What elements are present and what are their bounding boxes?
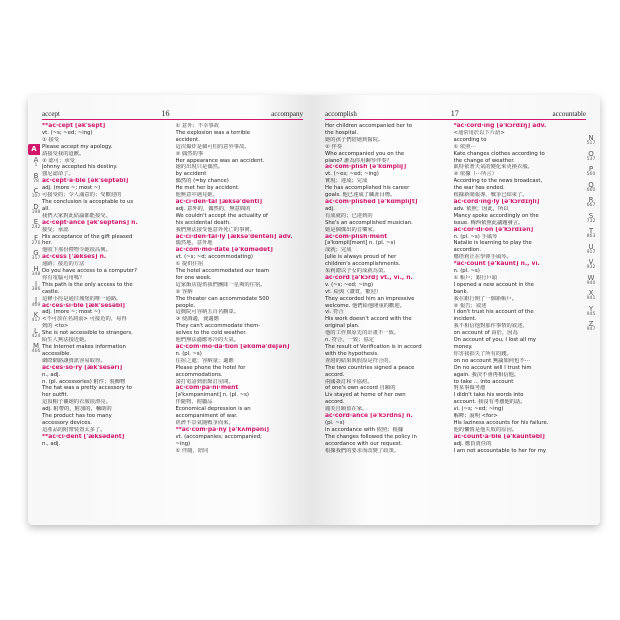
translation-line: 這產品的附帶裝置太多了。 [42, 426, 106, 433]
entry-line: The conclusion is acceptable to us [42, 198, 134, 205]
thumb-index-page: 242 [31, 225, 41, 230]
translation-line: ② 偶然的事 [175, 150, 204, 157]
translation-line: 他們無法適應寒冷的天氣。 [175, 337, 240, 344]
entry-line: She's an accomplished musician. [325, 219, 413, 226]
thumb-index-entry[interactable] [583, 166, 599, 178]
entry-line: We couldn't accept the actuality of [175, 212, 268, 219]
translation-line: 可接受的；令人滿意的；受歡迎的 [42, 192, 122, 199]
translation-line: 這家飯店提供我們團隊一星期的住宿。 [175, 281, 266, 288]
entry-line: vt. (~es; ~ed; ~ing) [325, 171, 379, 178]
entry-line: The theater can accommodate 500 [175, 295, 269, 302]
entry-line: I opened a new account in the [453, 281, 534, 288]
translation-line: ② 報告；敘述 [453, 302, 487, 309]
thumb-index-letter: Q [588, 180, 594, 189]
translation-line: vi. 符合 [325, 309, 344, 316]
thumb-index-entry[interactable] [583, 228, 599, 240]
thumb-index-page: 863 [586, 234, 596, 239]
entry-line: accordion. [453, 247, 482, 254]
thumb-index-letter: X [588, 289, 594, 297]
translation-line: 實現；達成；完成 [325, 178, 368, 185]
headword: ac·ces·so·ry [æk'sesəri] [42, 364, 123, 371]
entry-line: of one's own accord 自願的 [325, 385, 396, 392]
translation-line: n. 符合，一致；協定 [325, 337, 375, 344]
entry-line: account. 我沒有考慮他的話。 [453, 399, 526, 406]
translation-line: 我們無法接受他意外死亡的事實。 [175, 226, 255, 233]
headword: **ac·cept [ək'sept] [42, 123, 106, 129]
translation-line: 成就；完成 [325, 247, 352, 254]
translation-line: 請接受我的道歉。 [42, 150, 85, 157]
entry-line: The explosion was a terrible [175, 129, 251, 136]
headword: ac·ces·si·ble [æk'sesəbl] [42, 302, 126, 309]
thumb-index-page: 945 [586, 311, 596, 317]
translation-line: 她的孩子們陪她到醫院。 [325, 136, 384, 143]
entry-line: The product has too many [42, 413, 112, 420]
thumb-index-letter: O [588, 149, 594, 158]
right-running-head [325, 109, 586, 120]
entry-line: Her appearance was an accident. [175, 157, 265, 164]
thumb-index-letter: C [33, 187, 39, 195]
entry-line: I didn't take his words into [453, 392, 524, 399]
right-column-2 [454, 123, 577, 455]
left-column-1 [42, 123, 170, 455]
entry-line: the war has ended. [453, 185, 505, 192]
thumb-index-page: 386 [31, 287, 41, 292]
thumb-index-page: 732 [586, 218, 596, 224]
thumb-index-page: 348 [31, 271, 41, 277]
entry-line: adv. 依照；因此，所以 [453, 205, 509, 212]
thumb-index-letter: M [32, 342, 40, 350]
entry-line: adj. (more ~; most ~) [42, 309, 101, 316]
thumb-index-page: 940 [586, 280, 596, 286]
entry-line: again. 我決不會再相信他。 [453, 371, 520, 378]
thumb-index-entry[interactable] [28, 343, 44, 355]
translation-line: <通常用於以下片語> [453, 129, 505, 136]
thumb-index-letter: B [33, 171, 39, 180]
guide-word-first: accept [42, 110, 60, 118]
entry-line: accompaniment of war. [175, 413, 238, 420]
thumb-index-letter: Y [588, 304, 594, 313]
entry-line: [ə'kʌmpənimənt] n. (pl. ~s) [175, 392, 249, 399]
translation-line: 有成就的；已達到的 [325, 212, 373, 219]
headword: ac·com·plished [ə'kɑmpliʃt] [325, 198, 418, 205]
entry-line: Liv stayed at home of her own [325, 392, 406, 399]
thumb-index-entry[interactable] [583, 290, 599, 302]
thumb-index-page: 107 [31, 194, 41, 199]
entry-line: 偶然的 (=by chance) [175, 178, 229, 185]
entry-line: Julie is always proud of her [325, 254, 397, 261]
headword: **ac·com·pa·ny [ə'kʌmpəni] [175, 426, 270, 433]
thumb-index-letter: S [588, 211, 594, 220]
entry-line: Kate changes clothes according to [453, 150, 545, 157]
translation-line: <不可放在名詞前> 可接近的，易得 [42, 316, 127, 323]
entry-line: ~ing) [175, 440, 191, 447]
translation-line: ① 依照⋯ [453, 143, 476, 150]
entry-line: On no account will I trust him [453, 364, 532, 371]
thumb-index-letter: J [34, 295, 38, 304]
entry-line: accord. [325, 399, 345, 406]
translation-line: 伴隨物，附屬品 [175, 399, 213, 406]
entry-line: issue. 梅西依照此議題發言。 [453, 219, 524, 226]
thumb-index-letter: A [33, 156, 39, 164]
entry-line: incident. [453, 316, 477, 323]
entry-line: Mancy spoke accordingly on the [453, 212, 539, 219]
thumb-index-page: 276 [31, 240, 41, 246]
thumb-index-letter: T [588, 227, 594, 235]
headword: ac·com·mo·date [ə'kɑmədet] [175, 247, 273, 254]
translation-line: 你害我損失了所有的錢。 [453, 350, 512, 357]
translation-line: 通路；接近的方法 [42, 261, 85, 268]
entry-line: His work doesn't accord with the [325, 316, 412, 323]
thumb-index-entry[interactable] [583, 182, 599, 194]
headword: ac·cept·ance [ək'septəns] n. [42, 219, 138, 226]
thumb-index-entry[interactable] [28, 312, 44, 324]
headword: *ac·count [ə'kaunt] n., vi. [453, 261, 540, 268]
translation-line: 這次爆炸是個可怕的意外事故。 [175, 143, 250, 150]
thumb-index-letter: F [33, 233, 39, 242]
entry-line: I don't trust his account of the [453, 309, 534, 316]
entry-line: money. [453, 344, 473, 350]
translation-line: ① 伴隨，陪同 [175, 447, 209, 454]
thumb-index-page: 198 [31, 209, 41, 215]
entry-line: adj. 意外的，偶然的，無意間的 [175, 205, 251, 212]
entry-line: accident. [175, 136, 200, 143]
entry-line: vt. (~s; ~ed; ~ing) [42, 129, 93, 136]
entry-line: The Internet makes information [42, 344, 126, 350]
thumb-index-entry[interactable] [28, 297, 44, 309]
entry-line: on account of 由於，因為 [453, 330, 518, 337]
translation-line: 根據我們的要求而改變了政策。 [325, 447, 400, 454]
entry-line: Johnny accepted his destiny. [42, 164, 118, 171]
headword: ac·cord·ing·ly [ə'kɔrdɪŋli] [453, 198, 540, 205]
thumb-index-entry[interactable] [583, 151, 599, 163]
headword: ac·com·plish [ə'kɑmpliʃ] [325, 164, 407, 171]
translation-line: 兩國簽訂和平協約。 [325, 378, 373, 385]
guide-word-last: accountable [552, 110, 586, 118]
translation-line: 經濟不景氣隨戰爭而來。 [175, 419, 234, 426]
entry-line: his accidental death. [175, 219, 231, 226]
thumb-index-letter: R [588, 196, 594, 204]
thumb-index-page: 917 [586, 249, 596, 255]
translation-line: 根據新聞報導，戰爭已結束了。 [453, 192, 528, 199]
thumb-index-page: 1 [34, 163, 38, 168]
entry-line: [ə'kɑmpliʃmənt] n. (pl. ~s) [325, 240, 396, 247]
thumb-index-entry[interactable] [28, 281, 44, 293]
entry-line: goals. 他已達成了職涯目標。 [325, 192, 396, 199]
thumb-index-letter: W [587, 273, 595, 282]
translation-line: 他的懶惰是他失敗的原因。 [453, 426, 518, 433]
translation-line: 網際網路讓資訊容易取得。 [42, 357, 106, 364]
entry-line: accessory devices. [42, 419, 92, 426]
entry-line: His laziness accounts for his failure. [453, 419, 549, 426]
entry-line: Please accept my apology. [42, 143, 113, 150]
thumb-index-letter: L [34, 326, 38, 335]
thumb-index-entry[interactable] [583, 321, 599, 333]
entry-line: The changes followed the policy in [325, 433, 417, 440]
headword: ac·cor·di·on [ə'kɔrdɪən] [453, 226, 534, 233]
translation-line: 麗芙自願留在家。 [325, 406, 368, 413]
entry-line: They can't accommodate them- [175, 323, 261, 330]
entry-line: adj. (more ~; most ~) [42, 185, 101, 192]
entry-line: accessible. [42, 350, 72, 357]
thumb-index-entry[interactable] [583, 244, 599, 256]
translation-line: 到的 <to> [42, 323, 69, 330]
thumb-index-entry[interactable] [28, 157, 44, 169]
translation-line: 茱莉總以子女的成就為榮。 [325, 268, 389, 275]
thumb-index-entry[interactable] [28, 328, 44, 340]
entry-line: 解釋；說明 <for> [453, 413, 498, 420]
entry-line: He met her by accident. [175, 185, 240, 192]
entry-line: the hospital. [325, 129, 359, 136]
headword: *ac·cord·ing [ə'kɔrdɪŋ] adv. [453, 123, 547, 129]
entry-line: according to [453, 136, 487, 143]
translation-line: n. (pl. ~s) 手風琴 [453, 233, 498, 240]
headword: ac·ci·den·tal·ly [æksə'dentəli] adv. [175, 233, 293, 240]
translation-line: ① 提供住宿 [175, 261, 204, 268]
entry-line: n., adj. [42, 371, 61, 378]
headword: ac·com·mo·da·tion [əkɑmə'deʃən] [175, 344, 290, 350]
thumb-index-page: 317 [31, 256, 41, 261]
entry-line: in accordance with 依照；根據 [325, 426, 404, 433]
headword: ac·cord·ance [ə'kɔrdns] n. [325, 413, 413, 420]
translation-line: 他無意中遇見她。 [175, 192, 218, 199]
headword: ac·cept·a·ble [ək'septəbl] [42, 178, 129, 185]
entry-line: On account of you, I lost all my [453, 337, 537, 344]
entry-line: piano? 誰為你用鋼琴伴奏？ [325, 157, 392, 164]
thumb-index-entry[interactable] [28, 266, 44, 278]
thumb-index-letter: K [33, 311, 39, 319]
translation-line: ③ 使調適，使適應 [175, 316, 220, 323]
entry-line: her. [42, 240, 52, 247]
translation-line: ① 帳戶；銀行戶頭 [453, 274, 498, 281]
entry-line: by accident [175, 171, 207, 178]
entry-line: The two countries signed a peace [325, 364, 415, 371]
entry-line: adj. 附帶的，附加的，輔助的 [42, 406, 112, 413]
right-thumb-index [583, 135, 599, 337]
entry-line: She is not accessible to strangers. [42, 330, 133, 337]
translation-line: ① 接受 [42, 136, 60, 143]
thumb-index-page: 560 [586, 172, 596, 177]
entry-line: n., adj. [42, 440, 61, 447]
entry-line: n. (pl. ~s) [453, 268, 480, 275]
thumb-index-letter: V [588, 258, 594, 266]
entry-line: n. (pl. ~s) [175, 350, 202, 357]
thumb-index-letter: U [588, 242, 594, 251]
thumb-index-entry[interactable] [28, 250, 44, 262]
headword: ac·com·pa·ni·ment [175, 385, 239, 392]
thumb-index-page: 517 [586, 141, 596, 146]
thumb-index-entry[interactable] [28, 204, 44, 216]
thumb-index-page: 417 [31, 318, 41, 323]
thumb-index-entry[interactable] [583, 213, 599, 225]
entry-line: welcome. 他們給他隆重的歡迎。 [325, 302, 405, 309]
entry-line: His acceptance of the gift pleased [42, 233, 133, 240]
left-page [28, 95, 311, 525]
headword: ac·cess ['ækses] n. [42, 254, 107, 261]
entry-line: with the hypothesis. [325, 350, 379, 357]
thumb-index-entry[interactable] [28, 219, 44, 231]
entry-line: her outfit. [42, 392, 69, 399]
entry-line: accommodations. [175, 371, 223, 378]
entry-line: Natalie is learning to play the [453, 240, 532, 247]
translation-line: 對某事做考慮 [453, 385, 486, 392]
entry-line: the change of weather. [453, 157, 515, 164]
entry-line: accord. [325, 371, 345, 378]
entry-line: They accorded him an impressive [325, 295, 415, 302]
thumb-index-letter: P [588, 165, 594, 173]
entry-line: The hotel accommodated our team [175, 268, 270, 275]
entry-line: This path is the only access to the [42, 281, 133, 288]
entry-line: n. (pl. accessories) 附件；裝飾物 [42, 378, 126, 385]
right-page [311, 95, 600, 525]
open-dictionary [28, 95, 600, 525]
thumb-index-page: 941 [586, 296, 596, 301]
translation-line: ② 認可；承受 [42, 157, 75, 164]
thumb-index-entry[interactable] [583, 275, 599, 287]
translation-line: 我不相信他對那件事情的敘述。 [453, 323, 528, 330]
headword: **ac·ci·dent ['æksədənt] [42, 433, 125, 440]
thumb-index-entry[interactable] [28, 188, 44, 200]
thumb-index-page: 660 [586, 187, 596, 193]
entry-line: bank. [453, 288, 469, 295]
translation-line: 他收下那份禮物令她很高興。 [42, 247, 111, 254]
headword: ac·com·plish·ment [325, 233, 388, 240]
entry-line: Do you have access to a computer? [42, 268, 137, 275]
thumb-index-page: 424 [31, 333, 41, 339]
thumb-index-letter: G [33, 249, 39, 257]
translation-line: 強尼認命了。 [42, 171, 74, 178]
translation-line: 娜塔莉正在學彈手風琴。 [453, 254, 512, 261]
guide-word-last: accompany [271, 110, 303, 118]
translation-line: ② 依據（⋯所言） [453, 171, 498, 178]
entry-line: accordance with our request. [325, 440, 403, 447]
entry-line: Economical depression is an [175, 406, 251, 413]
translation-line: 請打電話到旅館訂房間。 [175, 378, 234, 385]
entry-line: Who accompanied you on the [325, 150, 405, 157]
entry-line: to take ... into account [453, 378, 514, 385]
thumb-index-page: 466 [31, 349, 41, 354]
thumb-index-letter: H [33, 264, 39, 273]
thumb-index-page: 409 [31, 302, 41, 308]
entry-line: vt. (accompanies; accompanied; [175, 433, 262, 440]
headword: ac·cord [ə'kɔrd] vt., vi., n. [325, 274, 413, 281]
translation-line: ② 容納 [175, 288, 193, 295]
entry-line: people. [175, 302, 196, 309]
translation-line: 這頂帽子襯她的衣服很漂亮。 [42, 399, 111, 406]
translation-line: 這戲院可容納五百名觀眾。 [175, 309, 240, 316]
entry-line: original plan. [325, 323, 360, 330]
translation-line: 陌生人無法接近她。 [42, 337, 90, 344]
translation-line: ① 意外；不幸事故 [175, 123, 220, 129]
thumb-index-active-letter[interactable]: A [28, 144, 40, 155]
left-column-2 [176, 123, 304, 455]
translation-line: 接受；承認 [42, 226, 69, 233]
translation-line: 住宿之處；容納量；適應 [175, 357, 234, 364]
thumb-index-letter: Z [588, 320, 594, 328]
page-number: 17 [450, 109, 459, 118]
thumb-index-letter: I [34, 280, 38, 288]
translation-line: 你有電腦可用嗎？ [42, 274, 85, 281]
translation-line: 她的出現只是偶然。 [175, 164, 224, 171]
right-column-1 [325, 123, 448, 455]
thumb-index-entry[interactable] [583, 306, 599, 318]
entry-line: castle. [42, 288, 60, 295]
entry-line: He has accomplished his career [325, 185, 410, 192]
left-running-head [42, 109, 303, 120]
translation-line: 查證的結果與假設是符合的。 [325, 357, 394, 364]
headword: ac·ci·den·tal [æksə'dentl] [175, 198, 263, 205]
entry-line: adj. [325, 205, 335, 212]
translation-line: 我們大家對此結論都能接受。 [42, 212, 111, 219]
entry-line: (pl. ~s) [325, 419, 345, 426]
guide-word-first: accomplish [325, 110, 357, 118]
translation-line: 他的工作與原先的計畫不一致。 [325, 330, 400, 337]
entry-line: vi. (~s; ~ed; ~ing) [453, 406, 504, 413]
translation-line: 偶然地，意外地 [175, 240, 213, 247]
thumb-index-page: 932 [586, 265, 596, 270]
thumb-index-entry[interactable] [28, 235, 44, 247]
headword: ac·count·a·ble [ə'kauntəbl] [453, 433, 545, 440]
translation-line: ② 伴奏 [325, 143, 343, 150]
thumb-index-entry[interactable] [583, 197, 599, 209]
entry-line: on no account 無論如何也不⋯ [453, 357, 530, 364]
entry-line: children's accomplishments. [325, 261, 401, 268]
translation-line: 凱特依著天氣的變化來更換衣服。 [453, 164, 533, 171]
entry-line: Her children accompanied her to [325, 123, 413, 129]
thumb-index-page: 78 [33, 178, 39, 184]
entry-line: for one week. [175, 274, 212, 281]
entry-line: According to the news broadcast, [453, 178, 543, 185]
translation-line: 她是個傑出的音樂家。 [325, 226, 378, 233]
entry-line: The result of Verification is in accord [325, 344, 422, 350]
entry-line: v. (~s; ~ed; ~ing) [325, 281, 374, 288]
entry-line: adj. 應負責任的 [453, 440, 492, 447]
thumb-index-entry[interactable] [583, 259, 599, 271]
entry-line: selves to the cold weather. [175, 330, 247, 337]
thumb-index-page: 947 [586, 327, 596, 332]
entry-line: I am not accountable to her for my [453, 447, 547, 454]
thumb-index-letter: D [33, 202, 39, 211]
thumb-index-entry[interactable] [583, 135, 599, 147]
thumb-index-letter: E [33, 218, 39, 226]
left-thumb-index [28, 157, 44, 359]
entry-line: The hat was a pretty accessory to [42, 385, 132, 392]
thumb-index-page: 667 [586, 203, 596, 208]
translation-line: 我在銀行開了一個新帳戶。 [453, 295, 518, 302]
entry-line: all. [42, 205, 50, 212]
translation-line: 這條小徑是通往城堡的唯一通路。 [42, 295, 122, 302]
thumb-index-letter: N [588, 134, 594, 142]
thumb-index-entry[interactable] [28, 173, 44, 185]
entry-line: vt. (~s; ~d; accommodating) [175, 254, 253, 261]
entry-line: Please phone the hotel for [175, 364, 246, 371]
thumb-index-page: 537 [586, 156, 596, 162]
translation-line: vt. 給與（讚賞，歡迎） [325, 288, 382, 295]
page-number: 16 [161, 109, 170, 118]
